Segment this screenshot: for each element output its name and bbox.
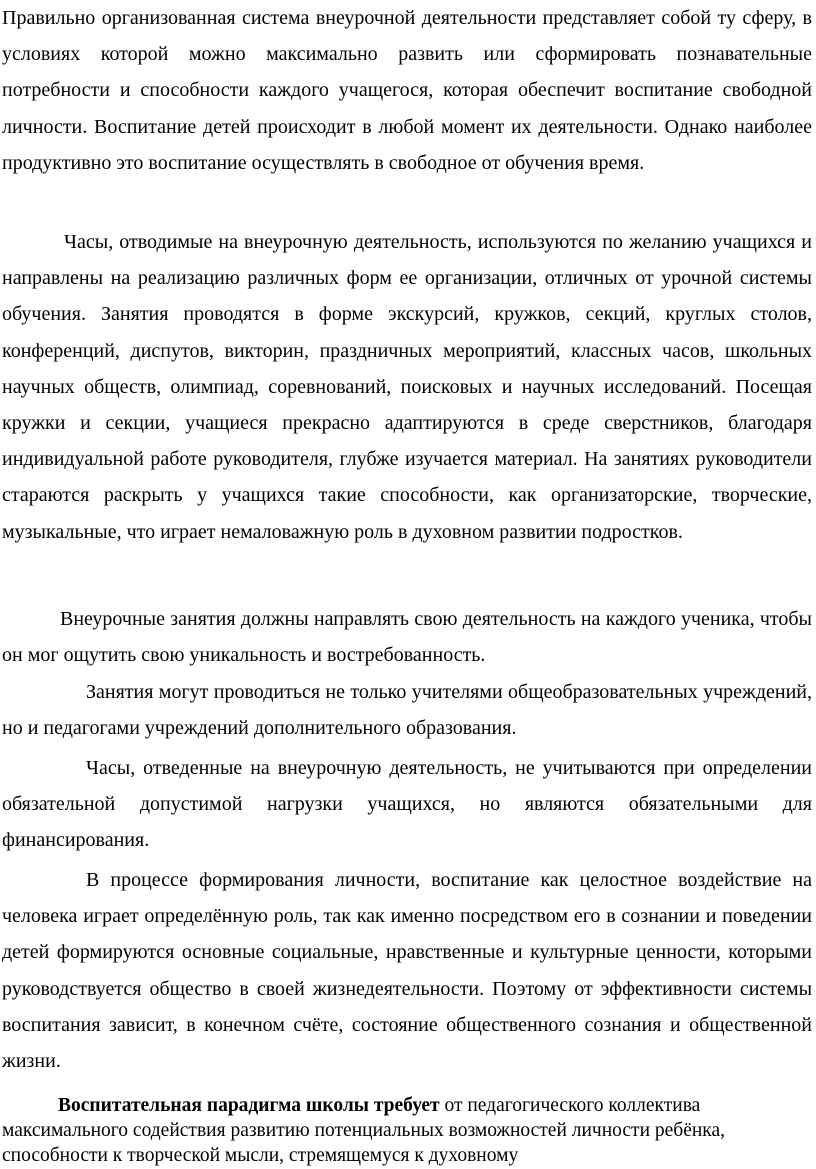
paragraph-7-text: от педагогического коллектива максимального содействия развитию потенциальных возможностей личности ребёнка, способности к творческой мысли, стремящемуся к духовному <box>2 1095 726 1166</box>
paragraph-5: Часы, отведенные на внеурочную деятельность, не учитываются при определении обязательной допустимой нагрузки учащихся, но являются обязательными для финансирования. <box>2 757 812 852</box>
paragraph-7-bold-lead: Воспитательная парадигма школы требует <box>58 1095 440 1116</box>
paragraph-4: Занятия могут проводиться не только учителями общеобразовательных учреждений, но и педагогами учреждений дополнительного образования. <box>2 681 812 740</box>
paragraph-6: В процессе формирования личности, воспитание как целостное воздействие на человека играет определённую роль, так как именно посредством его в сознании и поведении детей формируются основные социальные, нравственные и культурные ценности, которыми руководствуется общество в своей жизнедеятельности. Поэтому от эффективности системы воспитания зависит, в конечном счёте, состояние общественного сознания и общественной жизни. <box>2 869 812 1073</box>
paragraph-2: Часы, отводимые на внеурочную деятельность, используются по желанию учащихся и направлены на реализацию различных форм ее организации, отличных от урочной системы обучения. Занятия проводятся в форме экскурсий, кружков, секций, круглых столов, конференций, диспутов, викторин, праздничных мероприятий, классных часов, школьных научных обществ, олимпиад, соревнований, поисковых и научных исследований. Посещая кружки и секции, учащиеся прекрасно адаптируются в среде сверстников, благодаря индивидуальной работе руководителя, глубже изучается материал. На занятиях руководители стараются раскрыть у учащихся такие способности, как организаторские, творческие, музыкальные, что играет немаловажную роль в духовном развитии подростков. <box>2 231 812 543</box>
paragraph-7 <box>2 1093 812 1168</box>
paragraph-1: Правильно организованная система внеурочной деятельности представляет собой ту сферу, в условиях которой можно максимально развить или сформировать познавательные потребности и способности каждого учащегося, которая обеспечит воспитание свободной личности. Воспитание детей происходит в любой момент их деятельности. Однако наиболее продуктивно это воспитание осуществлять в свободное от обучения время. <box>2 7 812 174</box>
paragraph-3: Внеурочные занятия должны направлять свою деятельность на каждого ученика, чтобы он мог ощутить свою уникальность и востребованность. <box>2 608 812 667</box>
